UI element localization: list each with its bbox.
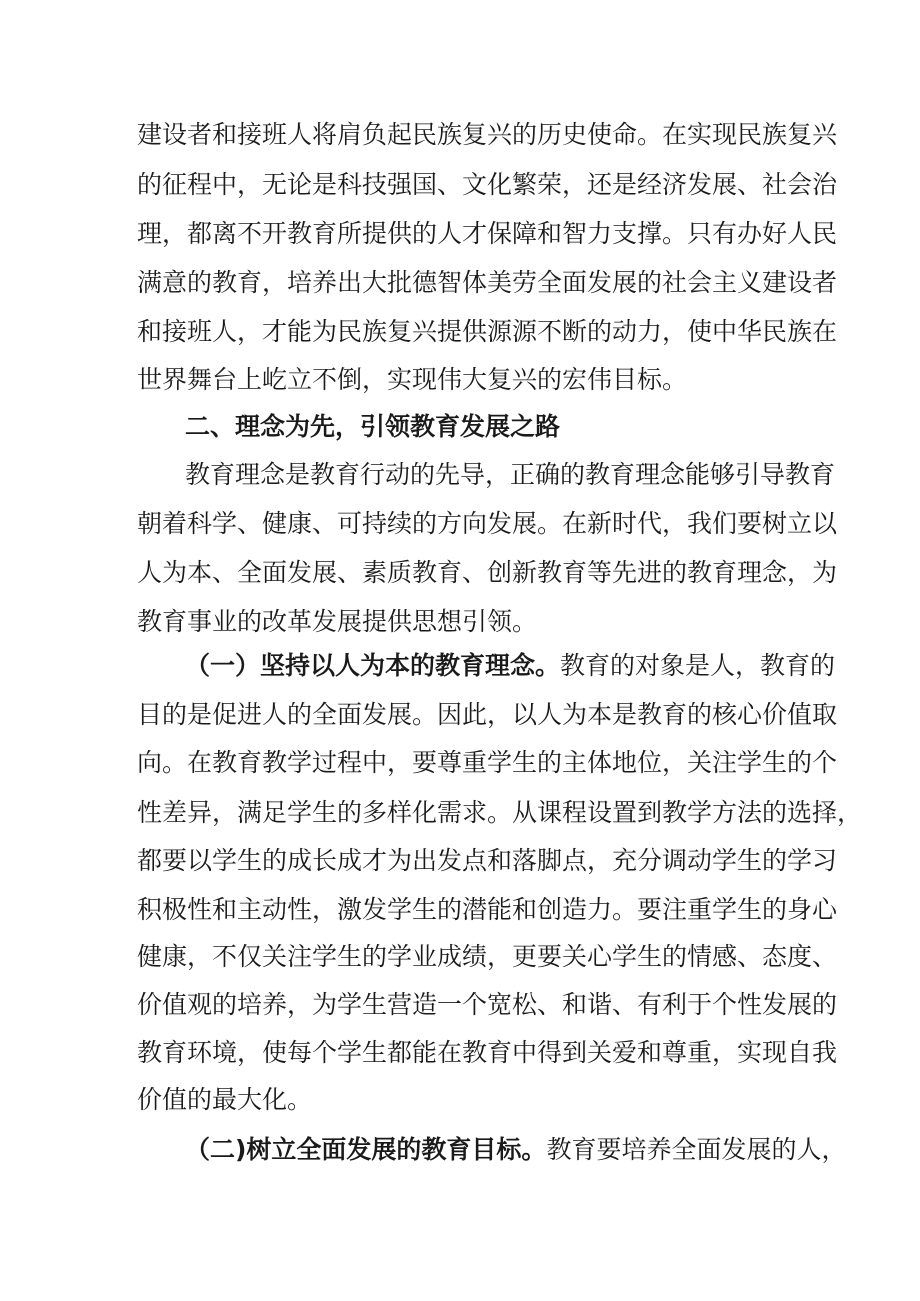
paragraph-line: 理，都离不开教育所提供的人才保障和智力支撑。只有办好人民 <box>137 219 838 248</box>
paragraph-line: 和接班人，才能为民族复兴提供源源不断的动力，使中华民族在 <box>137 317 838 346</box>
subsection-first-line <box>185 1125 847 1175</box>
subsection-text: 教育要培养全面发展的人， <box>546 1135 847 1164</box>
paragraph-line: 建设者和接班人将肩负起民族复兴的历史使命。在实现民族复兴 <box>137 120 838 149</box>
paragraph-line: 教育环境，使每个学生都能在教育中得到关爱和尊重，实现自我 <box>137 1038 838 1067</box>
paragraph-line: 人为本、全面发展、素质教育、创新教育等先进的教育理念，为 <box>137 558 838 587</box>
paragraph-line: 性差异，满足学生的多样化需求。从课程设置到教学方法的选择， <box>137 798 863 827</box>
subsection-title: （一）坚持以人为本的教育理念。 <box>185 651 561 680</box>
subsection-title: （二)树立全面发展的教育目标。 <box>185 1135 547 1164</box>
section-heading: 二、理念为先，引领教育发展之路 <box>185 412 561 441</box>
paragraph-line: 向。在教育教学过程中，要尊重学生的主体地位，关注学生的个 <box>137 748 838 777</box>
subsection-first-line <box>185 641 836 691</box>
paragraph-line: 价值观的培养，为学生营造一个宽松、和谐、有利于个性发展的 <box>137 990 838 1019</box>
paragraph-line: 健康，不仅关注学生的学业成绩，更要关心学生的情感、态度、 <box>137 942 838 971</box>
paragraph-line: 朝着科学、健康、可持续的方向发展。在新时代，我们要树立以 <box>137 509 838 538</box>
paragraph-line: 积极性和主动性，激发学生的潜能和创造力。要注重学生的身心 <box>137 895 838 924</box>
paragraph-line: 满意的教育，培养出大批德智体美劳全面发展的社会主义建设者 <box>137 268 838 297</box>
subsection-text: 教育的对象是人，教育的 <box>560 651 836 680</box>
paragraph-line: 世界舞台上屹立不倒，实现伟大复兴的宏伟目标。 <box>137 365 688 394</box>
paragraph-line: 教育理念是教育行动的先导，正确的教育理念能够引导教育 <box>185 460 836 489</box>
paragraph-line: 价值的最大化。 <box>137 1085 313 1114</box>
paragraph-line: 的征程中，无论是科技强国、文化繁荣，还是经济发展、社会治 <box>137 170 838 199</box>
paragraph-line: 教育事业的改革发展提供思想引领。 <box>137 607 538 636</box>
paragraph-line: 都要以学生的成长成才为出发点和落脚点，充分调动学生的学习 <box>137 846 838 875</box>
paragraph-line: 目的是促进人的全面发展。因此，以人为本是教育的核心价值取 <box>137 700 838 729</box>
